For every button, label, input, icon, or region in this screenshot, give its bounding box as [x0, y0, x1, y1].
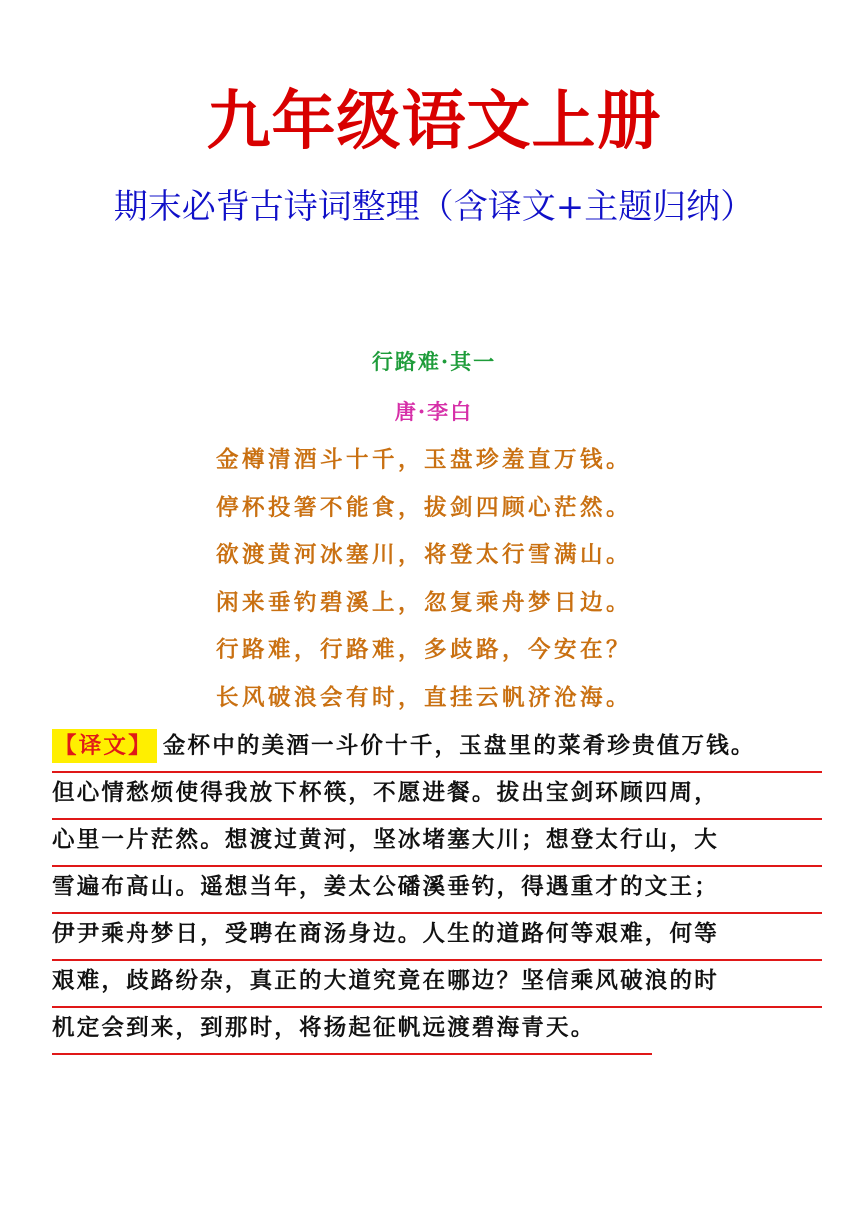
- translation-line: 艰难，歧路纷杂，真正的大道究竟在哪边？坚信乘风破浪的时: [52, 961, 822, 1008]
- poem-title: 行路难·其一: [371, 349, 497, 374]
- poem-author: 唐·李白: [394, 399, 474, 424]
- translation-section: [52, 726, 822, 1055]
- translation-line: 伊尹乘舟梦日，受聘在商汤身边。人生的道路何等艰难，何等: [52, 914, 822, 961]
- poem-body: [216, 440, 716, 725]
- translation-label: 【译文】: [52, 729, 157, 763]
- poem-line: 欲渡黄河冰塞川，将登太行雪满山。: [216, 542, 633, 568]
- page-title: 九年级语文上册: [206, 84, 662, 159]
- poem-line: 行路难，行路难，多歧路，今安在？: [216, 637, 633, 663]
- poem-line: 停杯投箸不能食，拔剑四顾心茫然。: [216, 494, 633, 521]
- poem-line: 金樽清酒斗十千，玉盘珍羞直万钱。: [216, 447, 633, 473]
- poem-line: 闲来垂钓碧溪上，忽复乘舟梦日边。: [216, 589, 633, 616]
- translation-text: 金杯中的美酒一斗价十千，玉盘里的菜肴珍贵值万钱。: [162, 733, 756, 759]
- translation-line: 雪遍布高山。遥想当年，姜太公磻溪垂钓，得遇重才的文王；: [52, 867, 822, 914]
- poem-line: 长风破浪会有时，直挂云帆济沧海。: [216, 684, 633, 711]
- page-subtitle: 期末必背古诗词整理（含译文+主题归纳）: [113, 187, 755, 227]
- translation-line-last: 机定会到来，到那时，将扬起征帆远渡碧海青天。: [52, 1008, 652, 1055]
- translation-line: 心里一片茫然。想渡过黄河，坚冰堵塞大川；想登太行山，大: [52, 820, 822, 867]
- translation-line: 但心情愁烦使得我放下杯筷，不愿进餐。拔出宝剑环顾四周，: [52, 773, 822, 820]
- translation-line: [52, 726, 822, 773]
